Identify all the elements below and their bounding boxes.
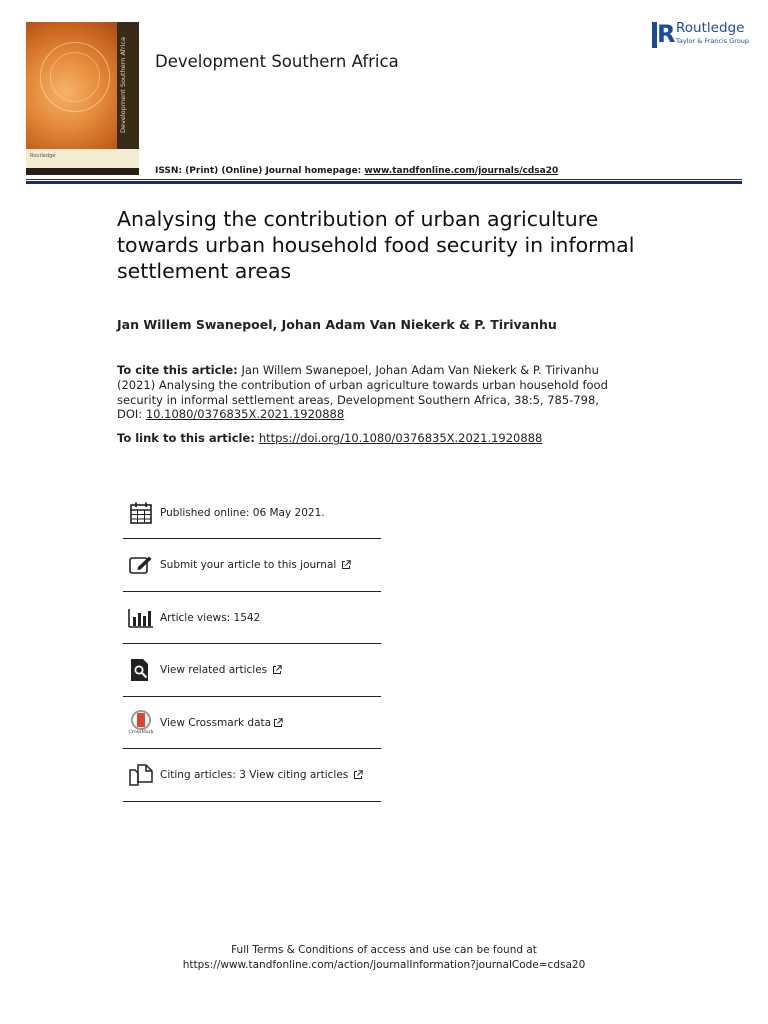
edit-pencil-icon [126,551,156,579]
issn-label: ISSN: (Print) (Online) Journal homepage: [155,166,365,176]
info-views [123,592,381,644]
external-link-icon [341,560,351,570]
crossmark-link[interactable]: View Crossmark data [160,716,272,729]
external-link-icon [353,770,363,780]
routledge-mark-icon: R [652,22,671,48]
info-citing[interactable] [123,749,381,802]
citation-label: To cite this article: [117,363,238,377]
crossmark-logo-text: CrossMark [128,730,154,735]
issn-line [155,166,558,176]
article-link-label: To link to this article: [117,431,255,445]
related-articles-link[interactable]: View related articles [160,664,268,676]
citing-articles-link[interactable]: Citing articles: 3 View citing articles [160,769,349,781]
article-views-text: Article views: 1542 [160,611,261,624]
citing-documents-icon [126,761,156,789]
publisher-name: Routledge [676,20,745,36]
calendar-icon [126,499,156,527]
publisher-subtitle: Taylor & Francis Group [676,36,750,45]
cover-publisher-logo: Routledge [30,153,56,159]
article-link-block [117,431,542,445]
citation-doi-link[interactable]: 10.1080/0376835X.2021.1920888 [145,407,345,422]
article-title: Analysing the contribution of urban agriculture towards urban household food security in informal settlement areas [117,207,635,283]
journal-homepage-link[interactable]: www.tandfonline.com/journals/cdsa20 [364,166,559,176]
cover-globe-graphic-inner [50,52,100,102]
footer-terms-line: Full Terms & Conditions of access and use can be found at [231,944,537,956]
footer-terms [0,943,768,973]
info-submit[interactable] [123,539,381,592]
footer-terms-link[interactable]: https://www.tandfonline.com/action/journalInformation?journalCode=cdsa20 [182,959,586,971]
journal-title: Development Southern Africa [155,52,399,71]
article-doi-link[interactable]: https://doi.org/10.1080/0376835X.2021.1920888 [258,431,543,445]
header-divider-thick [26,181,742,184]
publisher-logo[interactable] [652,22,749,48]
external-link-icon [273,718,283,728]
article-info-list [123,487,381,802]
published-date-text: Published online: 06 May 2021. [160,506,325,519]
cover-spine [117,22,139,149]
cover-spine-title: Development Southern Africa [119,37,127,134]
cover-bottom-bar [26,168,139,175]
journal-cover [26,22,139,175]
crossmark-icon [126,709,156,737]
info-crossmark[interactable] [123,697,381,749]
citation-block [117,363,627,422]
info-published [123,487,381,539]
bar-chart-icon [126,604,156,632]
document-search-icon [126,656,156,684]
info-related[interactable] [123,644,381,697]
article-authors: Jan Willem Swanepoel, Johan Adam Van Niekerk & P. Tirivanhu [117,317,557,332]
submit-article-link[interactable]: Submit your article to this journal [160,559,337,571]
header-divider-thin [26,179,742,180]
external-link-icon [272,665,282,675]
citation-text: Jan Willem Swanepoel, Johan Adam Van Niekerk & P. Tirivanhu (2021) Analysing the contribution of urban agriculture towards urban household food security in informal settlement areas, Development Southern Africa, 38:5, 785-798, DOI: [117,363,608,422]
